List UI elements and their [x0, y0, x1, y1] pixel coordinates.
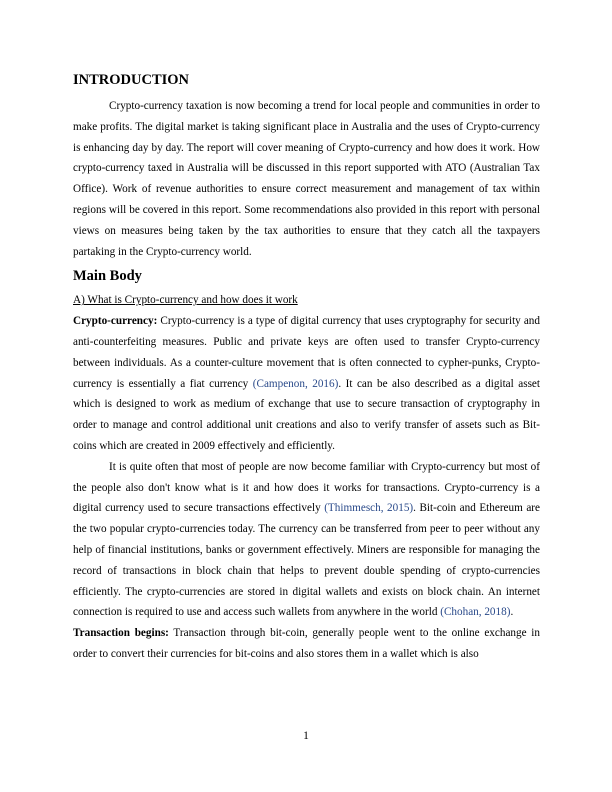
citation: (Thimmesch, 2015)	[324, 502, 414, 515]
paragraph-text: . Bit-coin and Ethereum are the two popular crypto-currencies today. The currency can be transferred from peer to peer without any help of financial institutions, banks or government effectively. Miners are responsible for managing the record of transactions in block chain that helps to prevent double spending of crypto-currencies efficiently. The crypto-currencies are stored in digital wallets and exists on block chain. An internet connection is required to use and access such wallets from anywhere in the world	[73, 502, 540, 619]
citation: (Campenon, 2016)	[252, 377, 339, 390]
main-body-heading: Main Body	[73, 268, 142, 285]
paragraph-text: Crypto-currency is a type of digital currency that uses cryptography for security and anti-counterfeiting measures. Public and private keys are often used to transfer Crypto-currency between individuals. As a counter-culture movement that is often connected to cypher-punks, Crypto-currency is essentially a fiat currency	[73, 315, 540, 390]
paragraph-text: .	[510, 606, 514, 619]
paragraph-text: Transaction through bit-coin, generally people went to the online exchange in order to convert their currencies for bit-coins and also stores them in a wallet which is also	[73, 627, 540, 660]
citation: (Chohan, 2018)	[440, 606, 511, 619]
introduction-paragraph: Crypto-currency taxation is now becoming a trend for local people and communities in order to make profits. The digital market is taking significant place in Australia and the uses of Crypto-currency is enhancing day by day. The report will cover meaning of Crypto-currency and how does it work. How crypto-currency taxed in Australia will be discussed in this report supported with ATO (Australian Tax Office). Work of revenue authorities to ensure correct measurement and management of tax within regions will be covered in this report. Some recommendations also provided in this report with personal views on measures being taken by the tax authorities to ensure that they catch all the taxpayers partaking in the Crypto-currency world.	[73, 100, 540, 258]
crypto-currency-term: Crypto-currency:	[73, 315, 158, 328]
transaction-paragraph	[73, 623, 540, 665]
paragraph-text: . It can be also described as a digital asset which is designed to work as medium of exchange that use to secure transaction of cryptography in order to manage and control additional unit creations and also to verify transfer of assets such as Bit-coins which are created in 2009 effectively and efficiently.	[73, 377, 540, 452]
page-content	[73, 70, 540, 665]
paragraph-text: It is quite often that most of people are now become familiar with Crypto-currency but most of the people also don't know what is it and how does it works for transactions. Crypto-currency is a digital currency used to secure transactions effectively	[73, 460, 540, 515]
transaction-begins-term: Transaction begins:	[73, 627, 169, 640]
familiarity-paragraph	[73, 457, 540, 623]
crypto-currency-paragraph	[73, 311, 540, 457]
introduction-heading: INTRODUCTION	[73, 72, 190, 88]
page-number: 1	[303, 730, 309, 742]
subsection-heading: A) What is Crypto-currency and how does it work	[73, 294, 298, 307]
